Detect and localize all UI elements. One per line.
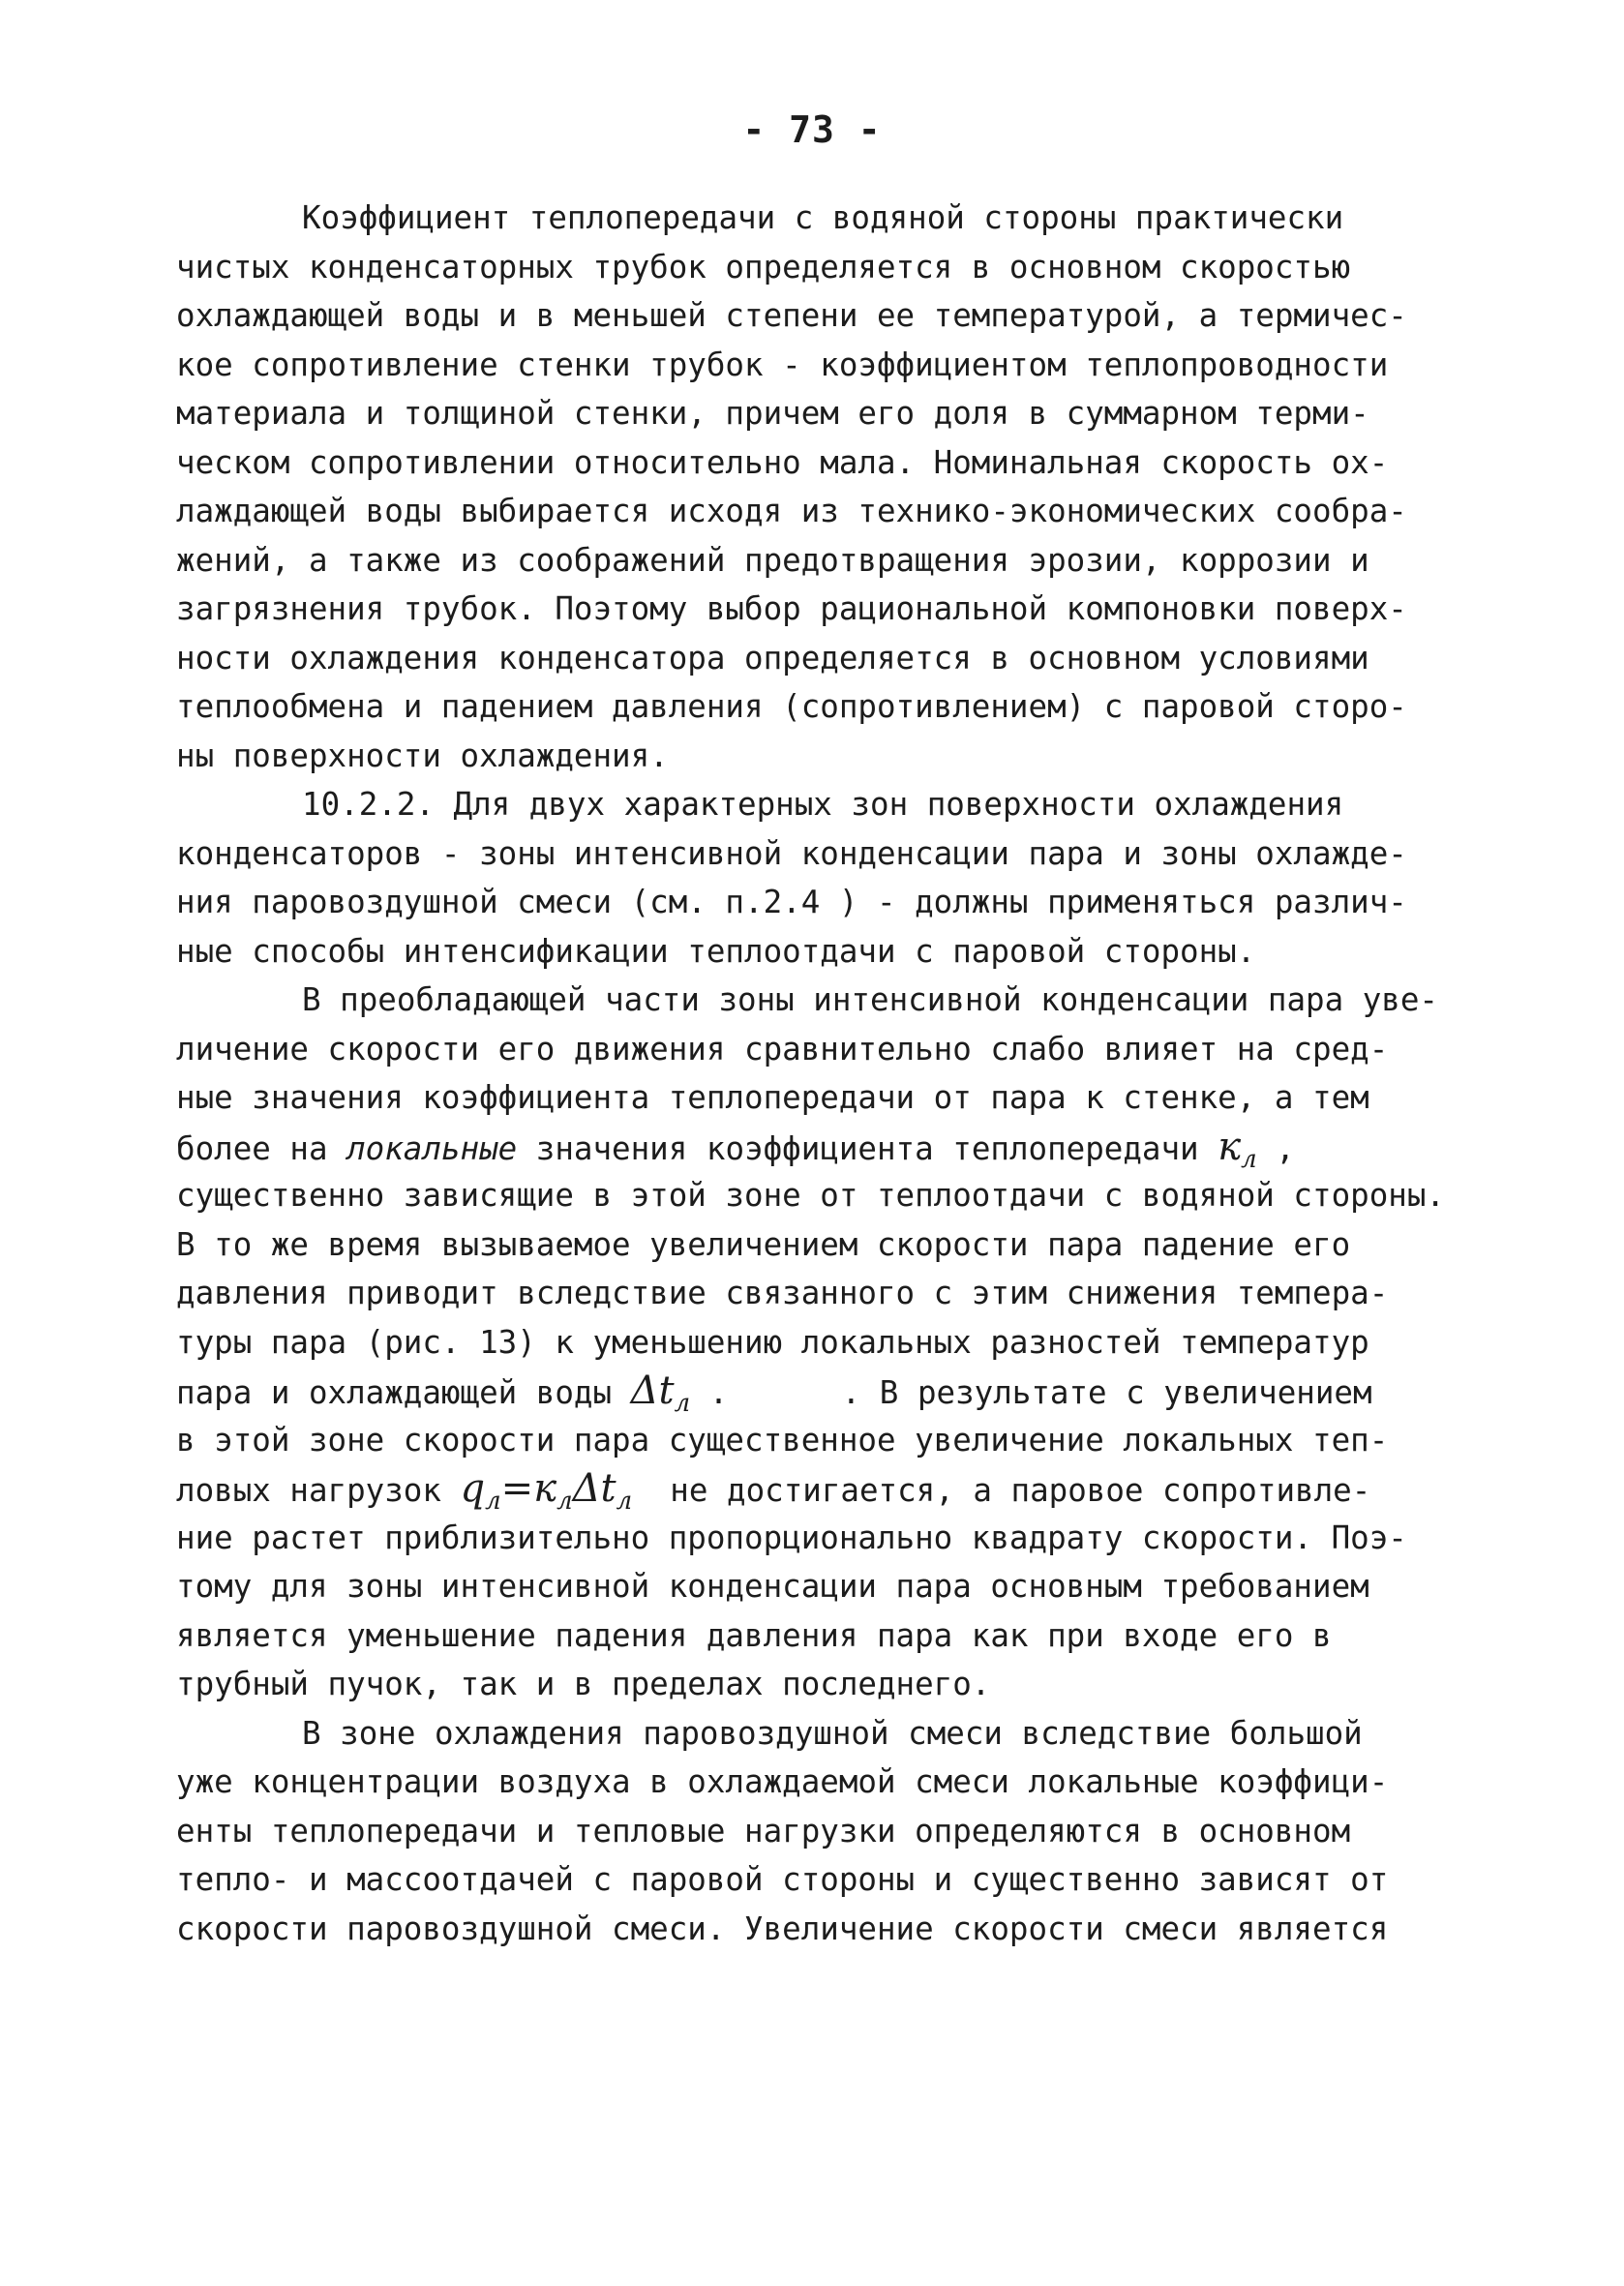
text-line: В зоне охлаждения паровоздушной смеси вследствие большой [302, 1714, 1363, 1752]
text-line: В то же время вызываемое увеличением скорости пара падение его [176, 1225, 1351, 1263]
text-line: ловых нагрузок $q_л=к_л\Delta t_л$ не достигается, а паровое сопротивле- [176, 1466, 1371, 1516]
text-line: уже концентрации воздуха в охлаждаемой смеси локальные коэффици- [176, 1763, 1389, 1800]
text-line: охлаждающей воды и в меньшей степени ее температурой, а термичес- [176, 297, 1407, 334]
math-delta-t-local: $\Delta t_л$ [630, 1369, 691, 1418]
text-line: Коэффициент теплопередачи с водяной стороны практически [302, 199, 1344, 236]
text-line: скорости паровоздушной смеси. Увеличение скорости смеси является [176, 1910, 1389, 1947]
text-line: в этой зоне скорости пара существенное увеличение локальных теп- [176, 1421, 1389, 1459]
text-line: теплообмена и падением давления (сопротивлением) с паровой сторо- [176, 688, 1407, 725]
text-line: существенно зависящие в этой зоне от теплоотдачи с водяной стороны. [176, 1177, 1445, 1214]
text-line: ны поверхности охлаждения. [176, 737, 669, 774]
emphasized-text: локальные [346, 1129, 518, 1167]
text-line: 10.2.2. Для двух характерных зон поверхности охлаждения [302, 786, 1344, 823]
text-line: ние растет приблизительно пропорционально квадрату скорости. Поэ- [176, 1519, 1407, 1556]
text-line: конденсаторов - зоны интенсивной конденсации пара и зоны охлажде- [176, 834, 1407, 872]
text-line: является уменьшение падения давления пара как при входе его в [176, 1616, 1332, 1654]
body-text [176, 194, 1502, 1953]
text-line: кое сопротивление стенки трубок - коэффициентом теплопроводности [176, 346, 1389, 383]
text-line: енты теплопередачи и тепловые нагрузки определяются в основном [176, 1812, 1351, 1850]
math-k-local: $к_л$ [1218, 1124, 1257, 1174]
text-line: давления приводит вследствие связанного с этим снижения темпера- [176, 1275, 1389, 1311]
text-line: ческом сопротивлении относительно мала. Номинальная скорость ох- [176, 443, 1389, 481]
text-line: материала и толщиной стенки, причем его доля в суммарном терми- [176, 395, 1369, 432]
math-heat-flux-formula: $q_л=к_л\Delta t_л$ [460, 1466, 633, 1516]
text-line: ные способы интенсификации теплоотдачи с паровой стороны. [176, 932, 1256, 970]
text-line: загрязнения трубок. Поэтому выбор рациональной компоновки поверх- [176, 590, 1407, 627]
page-number: - 73 - [742, 108, 882, 151]
text-line: трубный пучок, так и в пределах последнего. [176, 1666, 991, 1702]
text-line: лаждающей воды выбирается исходя из технико-экономических сообра- [176, 493, 1407, 529]
text-line: В преобладающей части зоны интенсивной конденсации пара уве- [302, 981, 1438, 1018]
text-line: жений, а также из соображений предотвращения эрозии, коррозии и [176, 541, 1369, 579]
text-line: тепло- и массоотдачей с паровой стороны и существенно зависят от [176, 1861, 1389, 1898]
text-line: личение скорости его движения сравнительно слабо влияет на сред- [176, 1030, 1389, 1068]
text-line: чистых конденсаторных трубок определяется в основном скоростью [176, 248, 1351, 286]
text-line: тому для зоны интенсивной конденсации пара основным требованием [176, 1568, 1369, 1605]
text-line: ные значения коэффициента теплопередачи от пара к стенке, а тем [176, 1079, 1369, 1116]
text-line: более на локальные значения коэффициента теплопередачи $к_л$ , [176, 1124, 1295, 1174]
text-line: пара и охлаждающей воды $\Delta t_л$ . . В результате с увеличением [176, 1369, 1372, 1418]
text-line: ния паровоздушной смеси (см. п.2.4 ) - должны применяться различ- [176, 884, 1407, 920]
text-line: туры пара (рис. 13) к уменьшению локальных разностей температур [176, 1323, 1369, 1361]
text-line: ности охлаждения конденсатора определяется в основном условиями [176, 639, 1369, 677]
